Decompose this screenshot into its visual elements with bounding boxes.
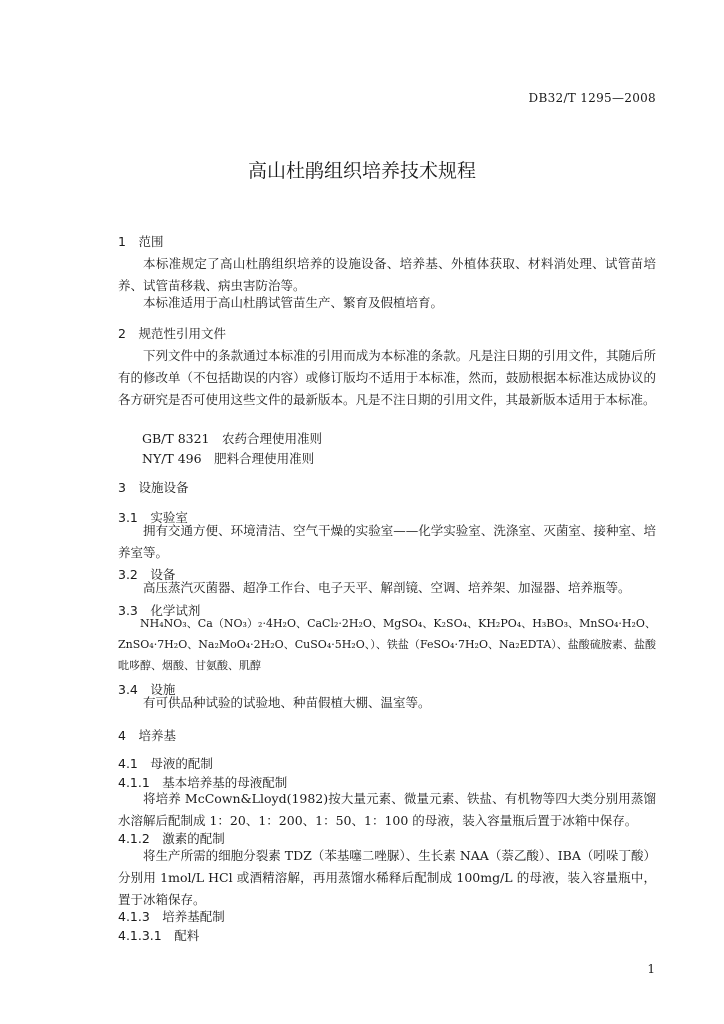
section-2-paragraph: 下列文件中的条款通过本标准的引用而成为本标准的条款。凡是注日期的引用文件，其随后所有的修改单（不包括勘误的内容）或修订版均不适用于本标准，然而，鼓励根据本标准达成协议的各方研究是否可使用这些文件的最新版本。凡是不注日期的引用文件，其最新版本适用于本标准。: [118, 348, 656, 407]
section-3-4-heading: 3.4 设施: [118, 682, 176, 697]
section-3-heading: 3 设施设备: [118, 480, 189, 495]
section-3-2-text: 高压蒸汽灭菌器、超净工作台、电子天平、解剖镜、空调、培养架、加湿器、培养瓶等。: [143, 580, 631, 595]
section-4-heading: 4 培养基: [118, 728, 176, 743]
section-1-heading: 1 范围: [118, 234, 164, 249]
section-3-4-text: 有可供品种试验的试验地、种苗假植大棚、温室等。: [143, 695, 431, 710]
standard-code: DB32/T 1295—2008: [528, 91, 656, 105]
section-4-1-heading: 4.1 母液的配制: [118, 756, 213, 771]
section-3-1-text: 拥有交通方便、环境清洁、空气干燥的实验室——化学实验室、洗涤室、灭菌室、接种室、培养室等。: [118, 523, 656, 560]
section-4-1-3-heading: 4.1.3 培养基配制: [118, 909, 225, 924]
section-2-heading: 2 规范性引用文件: [118, 326, 226, 341]
document-title: 高山杜鹃组织培养技术规程: [247, 160, 476, 182]
section-1-paragraph-1: 本标准规定了高山杜鹃组织培养的设施设备、培养基、外植体获取、材料消处理、试管苗培养、试管苗移栽、病虫害防治等。: [118, 256, 656, 293]
section-4-1-2-text: 将生产所需的细胞分裂素 TDZ（苯基噻二唑脲）、生长素 NAA（萘乙酸）、IBA（吲哚丁酸）分别用 1mol/L HCl 或酒精溶解，再用蒸馏水稀释后配制成 100mg/L 的母液，装入容量瓶中，置于冰箱保存。: [118, 848, 656, 907]
section-3-3-text: NH₄NO₃、Ca（NO₃）₂·4H₂O、CaCl₂·2H₂O、MgSO₄、K₂SO₄、KH₂PO₄、H₃BO₃、MnSO₄·H₂O、ZnSO₄·7H₂O、Na₂MoO₄·2H₂O、CuSO₄·5H₂O、）、铁盐（FeSO₄·7H₂O、Na₂EDTA）、盐酸硫胺素、盐酸吡哆醇、烟酸、甘氨酸、肌醇: [118, 617, 656, 672]
section-3-3-heading: 3.3 化学试剂: [118, 603, 201, 618]
section-4-1-1-heading: 4.1.1 基本培养基的母液配制: [118, 775, 288, 790]
reference-gb-t-8321: GB/T 8321 农药合理使用准则: [142, 431, 323, 446]
page-number: 1: [647, 962, 655, 976]
section-3-2-heading: 3.2 设备: [118, 567, 176, 582]
reference-ny-t-496: NY/T 496 肥料合理使用准则: [142, 451, 315, 466]
section-3-1-heading: 3.1 实验室: [118, 510, 188, 525]
section-1-paragraph-2: 本标准适用于高山杜鹃试管苗生产、繁育及假植培育。: [143, 295, 444, 310]
section-4-1-2-heading: 4.1.2 激素的配制: [118, 831, 225, 846]
section-4-1-1-text: 将培养 McCown&Lloyd(1982)按大量元素、微量元素、铁盐、有机物等四大类分别用蒸馏水溶解后配制成 1：20、1：200、1：50、1：100 的母液，装入容量瓶后置于冰箱中保存。: [118, 791, 656, 828]
section-4-1-3-1-heading: 4.1.3.1 配料: [118, 928, 200, 943]
